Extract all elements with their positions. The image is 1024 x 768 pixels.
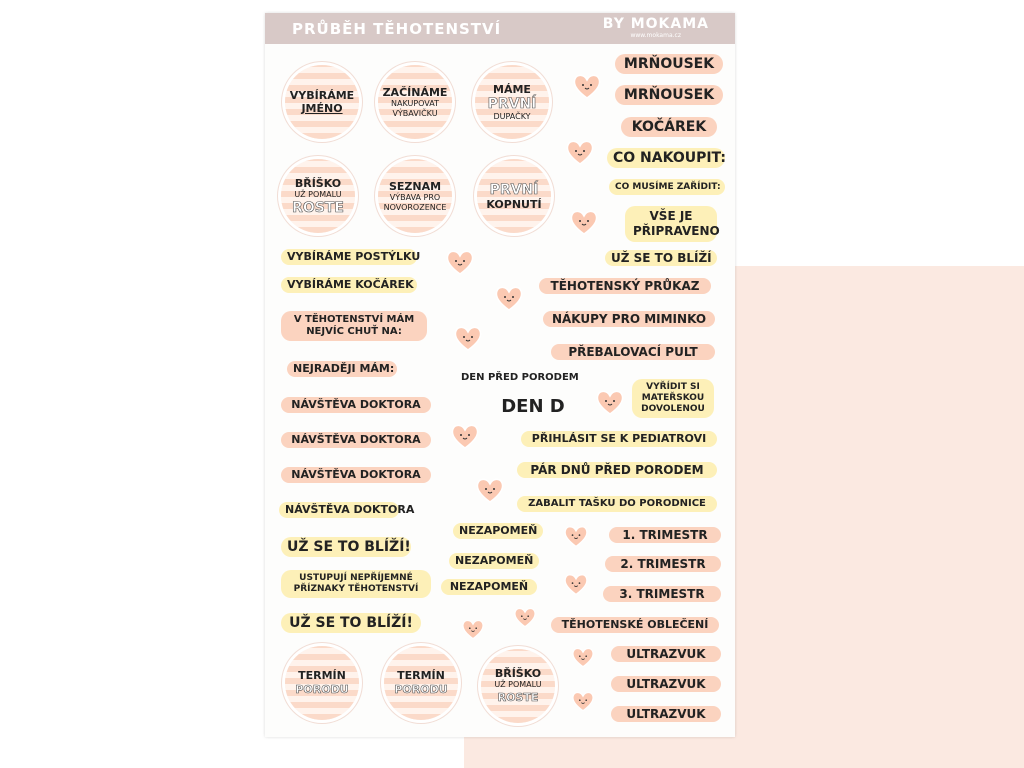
heart-icon[interactable]	[595, 387, 625, 417]
heart-icon[interactable]	[563, 523, 589, 549]
heart-icon[interactable]	[453, 323, 483, 353]
sticker-label[interactable]	[632, 379, 714, 418]
circle-text: KOPNUTÍ	[486, 197, 542, 211]
sticker-label[interactable]: VYBÍRÁME KOČÁREK	[281, 277, 417, 293]
sticker-sheet	[265, 13, 735, 737]
circle-text: BŘÍŠKO	[294, 176, 342, 190]
sticker-label[interactable]: NEZAPOMEŇ	[453, 523, 543, 539]
circle-text: VÝBAVA PRO	[389, 192, 441, 202]
circle-text: NOVOROZENCE	[383, 202, 447, 212]
sticker-label[interactable]: ULTRAZVUK	[611, 706, 721, 722]
sticker-label[interactable]: ZABALIT TAŠKU DO PORODNICE	[517, 496, 717, 512]
sticker-label[interactable]: NÁKUPY PRO MIMINKO	[543, 311, 715, 327]
sticker-label[interactable]: KOČÁREK	[621, 117, 717, 137]
label-line: VYŘÍDIT SI	[646, 382, 700, 392]
sticker-label[interactable]: 2. TRIMESTR	[605, 556, 721, 572]
circle-text: ROSTE	[497, 690, 539, 704]
sticker-label[interactable]: 1. TRIMESTR	[609, 527, 721, 543]
heart-icon[interactable]	[513, 605, 537, 629]
circle-text: VÝBAVIČKU	[392, 108, 438, 118]
sticker-label[interactable]: CO MUSÍME ZAŘÍDIT:	[609, 179, 725, 195]
circle-text: DUPAČKY	[493, 111, 531, 121]
heart-icon[interactable]	[563, 571, 589, 597]
sticker-circle[interactable]	[378, 65, 452, 139]
sticker-label[interactable]: PÁR DNŮ PŘED PORODEM	[517, 462, 717, 478]
sheet-header	[265, 13, 735, 44]
sticker-label[interactable]: TĚHOTENSKÝ PRŮKAZ	[539, 278, 711, 294]
sheet-title: PRŮBĚH TĚHOTENSTVÍ	[292, 20, 502, 38]
sticker-circle[interactable]	[285, 65, 359, 139]
sticker-label[interactable]: NEZAPOMEŇ	[449, 553, 539, 569]
sticker-circle[interactable]	[378, 159, 452, 233]
circle-text: SEZNAM	[388, 179, 442, 193]
heart-icon[interactable]	[572, 71, 602, 101]
sticker-circle[interactable]	[384, 646, 458, 720]
sheet-url: www.mokama.cz	[630, 32, 681, 39]
sticker-label[interactable]: NÁVŠTĚVA DOKTORA	[281, 432, 431, 448]
sticker-label[interactable]: UŽ SE TO BLÍŽÍ!	[281, 613, 421, 633]
label-line: V TĚHOTENSTVÍ MÁM	[293, 314, 415, 325]
circle-text: VYBÍRÁME	[289, 89, 355, 102]
circle-text: JMÉNO	[301, 102, 343, 115]
circle-text: BŘÍŠKO	[494, 666, 542, 680]
sheet-brand: BY MOKAMA	[602, 16, 709, 32]
label-line: PŘÍZNAKY TĚHOTENSTVÍ	[293, 584, 419, 594]
circle-text: TERMÍN	[397, 668, 445, 682]
label-line: NEJVÍC CHUŤ NA:	[306, 326, 402, 337]
label-line: MATEŘSKOU	[641, 393, 705, 403]
circle-text: UŽ POMALU	[494, 679, 542, 689]
heart-icon[interactable]	[565, 137, 595, 167]
sticker-label[interactable]: NEZAPOMEŇ	[441, 579, 537, 595]
heart-icon[interactable]	[494, 283, 524, 313]
circle-text: PRVNÍ	[489, 181, 539, 198]
sticker-label[interactable]: ULTRAZVUK	[611, 646, 721, 662]
circle-text: ROSTE	[292, 199, 344, 216]
sticker-label[interactable]: TĚHOTENSKÉ OBLEČENÍ	[551, 617, 719, 633]
circle-text: NAKUPOVAT	[390, 98, 440, 108]
sticker-circle[interactable]	[285, 646, 359, 720]
heart-icon[interactable]	[571, 645, 595, 669]
sticker-label[interactable]: PŘIHLÁSIT SE K PEDIATROVI	[521, 431, 717, 447]
label-line: VŠE JE	[649, 209, 693, 223]
sticker-label[interactable]: DEN PŘED PORODEM	[461, 372, 579, 383]
sticker-label[interactable]: NEJRADĚJI MÁM:	[287, 361, 397, 377]
circle-text: TERMÍN	[298, 668, 346, 682]
sticker-label[interactable]	[281, 311, 427, 341]
circle-text: UŽ POMALU	[294, 189, 342, 199]
sticker-label[interactable]: UŽ SE TO BLÍŽÍ	[605, 250, 717, 266]
sticker-label[interactable]: UŽ SE TO BLÍŽÍ!	[281, 537, 411, 557]
heart-icon[interactable]	[461, 617, 485, 641]
circle-text: ZAČÍNÁME	[382, 85, 448, 99]
heart-icon[interactable]	[569, 207, 599, 237]
label-line: PŘIPRAVENO	[633, 224, 720, 238]
sticker-label[interactable]: MRŇOUSEK	[615, 54, 723, 74]
sticker-label[interactable]: NÁVŠTĚVA DOKTORA	[281, 467, 431, 483]
sticker-label[interactable]: DEN D	[501, 396, 565, 417]
sticker-label[interactable]: ULTRAZVUK	[611, 676, 721, 692]
sticker-label[interactable]: 3. TRIMESTR	[603, 586, 721, 602]
sticker-label[interactable]: MRŇOUSEK	[615, 85, 723, 105]
sticker-label[interactable]	[625, 206, 720, 242]
circle-text: PRVNÍ	[487, 95, 537, 112]
sticker-circle[interactable]	[475, 65, 549, 139]
circle-text: PORODU	[394, 682, 448, 696]
label-line: USTUPUJÍ NEPŘÍJEMNÉ	[299, 573, 413, 583]
sticker-label[interactable]: NÁVŠTĚVA DOKTORA	[281, 397, 431, 413]
sticker-circle[interactable]	[481, 649, 555, 723]
sticker-circle[interactable]	[477, 159, 551, 233]
sticker-label[interactable]: CO NAKOUPIT:	[607, 148, 725, 168]
sticker-label[interactable]: VYBÍRÁME POSTÝLKU	[281, 249, 417, 265]
sticker-label[interactable]: PŘEBALOVACÍ PULT	[551, 344, 715, 360]
heart-icon[interactable]	[450, 421, 480, 451]
sticker-circle[interactable]	[281, 159, 355, 233]
heart-icon[interactable]	[571, 689, 595, 713]
circle-text: PORODU	[295, 682, 349, 696]
heart-icon[interactable]	[475, 475, 505, 505]
circle-text: MÁME	[493, 82, 531, 96]
sticker-label[interactable]	[281, 570, 431, 598]
label-line: DOVOLENOU	[641, 404, 705, 414]
sticker-label[interactable]: NÁVŠTĚVA DOKTORA	[279, 502, 399, 518]
heart-icon[interactable]	[445, 247, 475, 277]
